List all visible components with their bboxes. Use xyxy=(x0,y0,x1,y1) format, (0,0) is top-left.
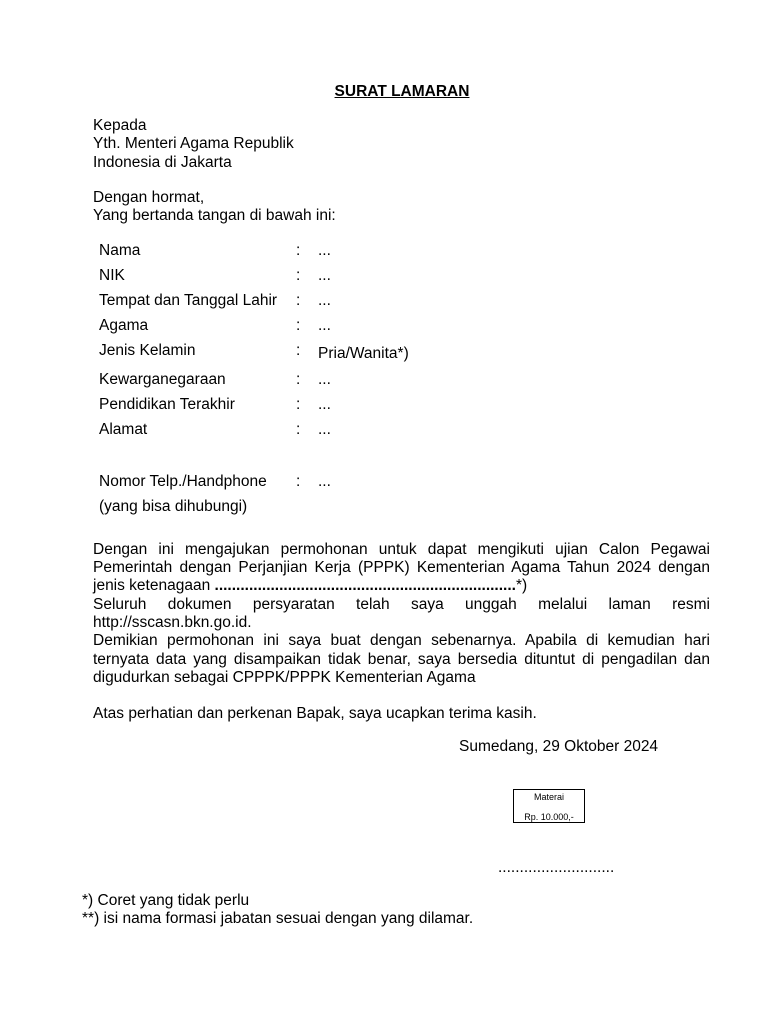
field-colon: : xyxy=(296,292,301,309)
field-label-nama: Nama xyxy=(99,242,141,259)
field-colon: : xyxy=(296,421,301,438)
field-colon: : xyxy=(296,396,301,413)
field-colon: : xyxy=(296,473,301,490)
greeting-line-1: Dengan hormat, xyxy=(93,189,205,206)
field-value-alamat: ... xyxy=(318,421,331,438)
body-paragraph-3-line-2: ternyata data yang disampaikan tidak benar, saya bersedia dituntut di pengadilan dan xyxy=(93,651,710,668)
recipient-line-1: Kepada xyxy=(93,117,147,134)
field-label-pendidikan-terakhir: Pendidikan Terakhir xyxy=(99,396,235,413)
materai-stamp-box xyxy=(513,789,585,823)
field-value-pendidikan-terakhir: ... xyxy=(318,396,331,413)
field-label-nomor-telp: Nomor Telp./Handphone xyxy=(99,473,267,490)
field-colon: : xyxy=(296,242,301,259)
body-paragraph-1-line-2: Pemerintah dengan Perjanjian Kerja (PPPK) Kementerian Agama Tahun 2024 dengan xyxy=(93,559,710,576)
field-value-tempat-tanggal-lahir: ... xyxy=(318,292,331,309)
recipient-line-2: Yth. Menteri Agama Republik xyxy=(93,135,294,152)
field-value-nama: ... xyxy=(318,242,331,259)
body-paragraph-3-line-1: Demikian permohonan ini saya buat dengan sebenarnya. Apabila di kemudian hari xyxy=(93,632,710,649)
field-label-alamat: Alamat xyxy=(99,421,148,438)
materai-value: Rp. 10.000,- xyxy=(524,812,574,822)
footnote-2: **) isi nama formasi jabatan sesuai dengan yang dilamar. xyxy=(82,910,474,927)
signature-line: ........................... xyxy=(498,859,615,876)
field-value-kewarganegaraan: ... xyxy=(318,371,331,388)
field-label-kewarganegaraan: Kewarganegaraan xyxy=(99,371,226,388)
field-colon: : xyxy=(296,371,301,388)
field-colon: : xyxy=(296,342,301,359)
jenis-ketenagaan-label: jenis ketenagaan xyxy=(93,577,215,594)
field-colon: : xyxy=(296,317,301,334)
closing-sentence: Atas perhatian dan perkenan Bapak, saya ucapkan terima kasih. xyxy=(93,705,537,722)
field-value-jenis-kelamin: Pria/Wanita*) xyxy=(318,345,409,362)
place-and-date: Sumedang, 29 Oktober 2024 xyxy=(459,738,659,755)
field-label-tempat-tanggal-lahir: Tempat dan Tanggal Lahir xyxy=(99,292,278,309)
recipient-line-3: Indonesia di Jakarta xyxy=(93,154,232,171)
body-paragraph-3-line-3: digudurkan sebagai CPPPK/PPPK Kementerian Agama xyxy=(93,669,476,686)
body-paragraph-2-line-2: http://sscasn.bkn.go.id. xyxy=(93,614,252,631)
field-label-nik: NIK xyxy=(99,267,125,284)
body-paragraph-2-line-1: Seluruh dokumen persyaratan telah saya unggah melalui laman resmi xyxy=(93,596,710,613)
field-value-agama: ... xyxy=(318,317,331,334)
field-label-jenis-kelamin: Jenis Kelamin xyxy=(99,342,196,359)
field-label-agama: Agama xyxy=(99,317,149,334)
materai-label: Materai xyxy=(533,792,564,802)
field-value-nik: ... xyxy=(318,267,331,284)
footnote-1: *) Coret yang tidak perlu xyxy=(82,892,250,909)
greeting-line-2: Yang bertanda tangan di bawah ini: xyxy=(93,207,336,224)
body-paragraph-1-line-3 xyxy=(93,577,527,595)
phone-note: (yang bisa dihubungi) xyxy=(99,498,248,515)
body-paragraph-1-line-1: Dengan ini mengajukan permohonan untuk dapat mengikuti ujian Calon Pegawai xyxy=(93,541,710,558)
jenis-ketenagaan-blank: ...................................................................... xyxy=(214,577,516,594)
document-title: SURAT LAMARAN xyxy=(334,83,470,100)
field-colon: : xyxy=(296,267,301,284)
footnote-marker: *) xyxy=(515,577,528,594)
field-value-nomor-telp: ... xyxy=(318,473,331,490)
